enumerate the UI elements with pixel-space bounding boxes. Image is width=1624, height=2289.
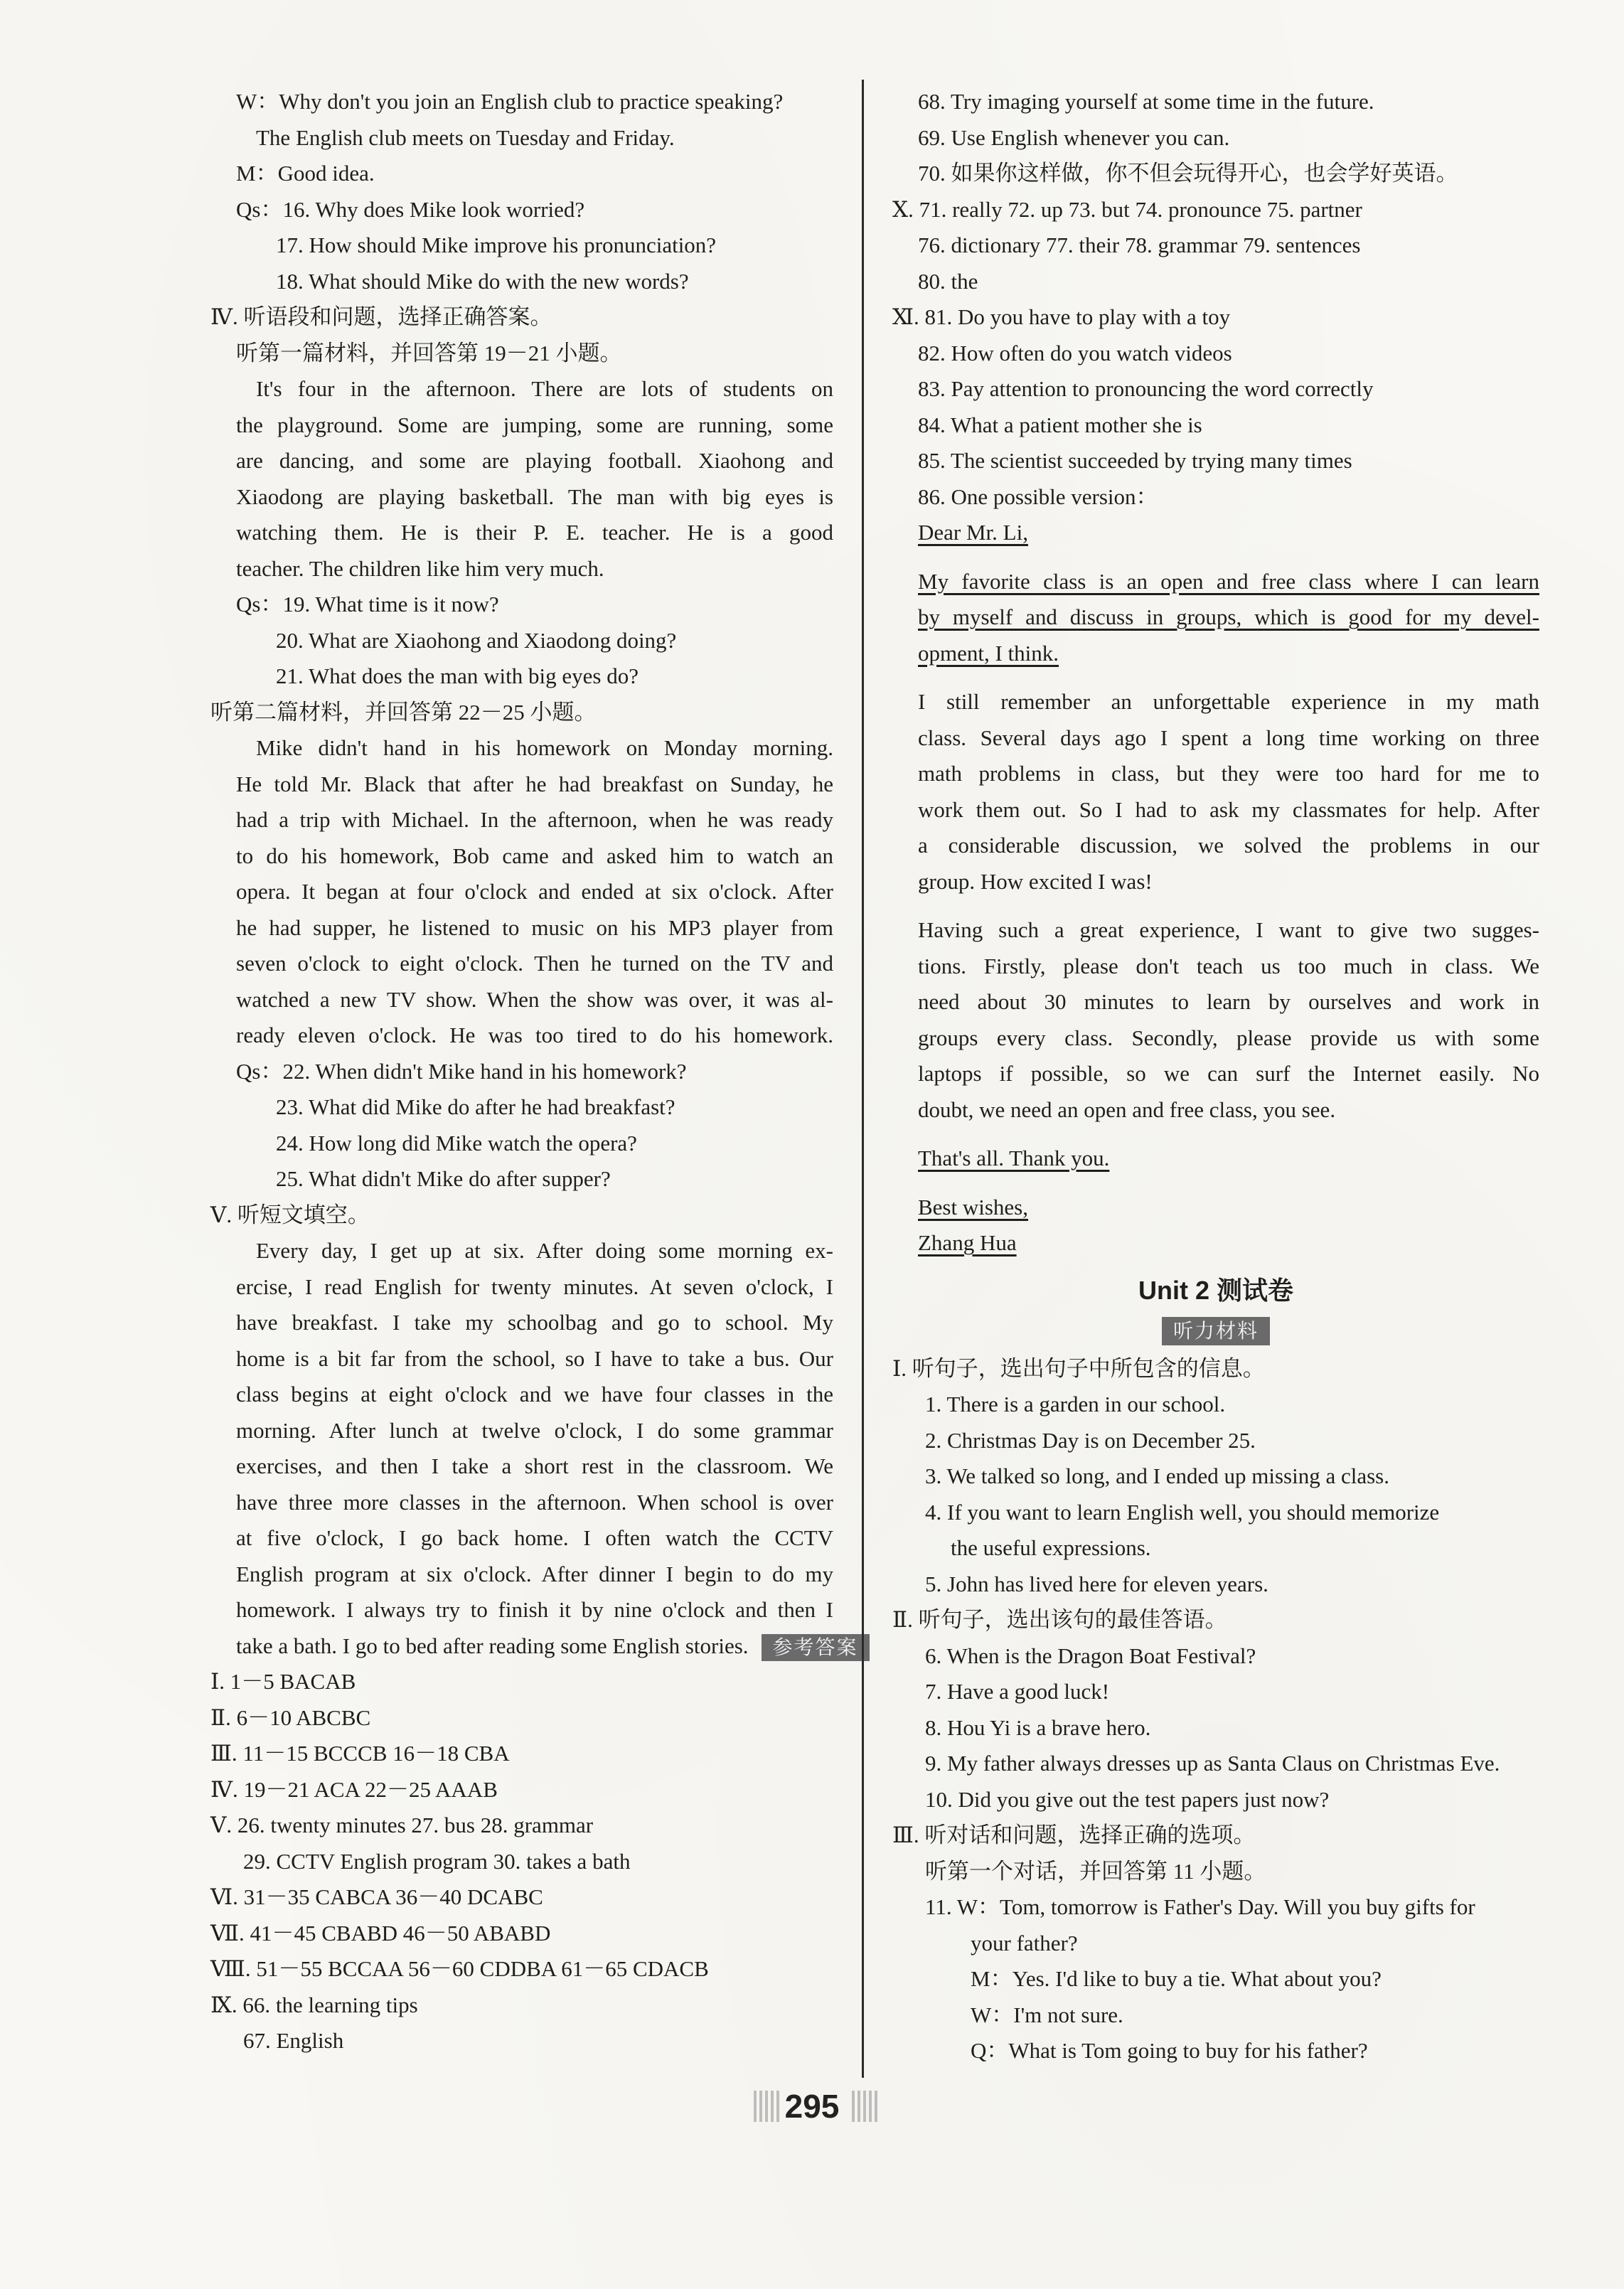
left-column-text: Ⅵ. 31－35 CABCA 36－40 DCABC (210, 1884, 543, 1909)
unit2-line (892, 1710, 1539, 1746)
left-column-line (210, 336, 833, 372)
left-column-text: seven o'clock to eight o'clock. Then he turned on the TV and (236, 951, 833, 976)
letter-line: by myself and discuss in groups, which is good for my devel- (918, 604, 1539, 629)
left-column-text: Mike didn't hand in his homework on Monday morning. (256, 735, 833, 760)
left-column-line (210, 1557, 833, 1593)
unit2-line (892, 1997, 1539, 2034)
left-column-line (210, 1305, 833, 1341)
answer-text: Ⅺ. 81. Do you have to play with a toy (892, 304, 1231, 329)
letter-line: work them out. So I had to ask my classmates for help. After (918, 796, 1539, 822)
left-column-line (210, 1951, 833, 1987)
answer-text: 82. How often do you watch videos (918, 340, 1232, 366)
left-column-line (210, 1628, 858, 1665)
letter-line: opment, I think. (918, 640, 1059, 666)
unit2-line (892, 1351, 1539, 1387)
left-column-text: English program at six o'clock. After dinner I begin to do my (236, 1561, 833, 1586)
answer-text: 84. What a patient mother she is (918, 412, 1202, 437)
unit2-text: 4. If you want to learn English well, you should memorize (925, 1499, 1440, 1525)
answer-text: 86. One possible version： (918, 484, 1158, 509)
left-column-text: had a trip with Michael. In the afternoon, when he was ready (236, 807, 833, 832)
left-column-line (210, 695, 833, 731)
left-column-line (210, 371, 833, 407)
left-column-text: 25. What didn't Mike do after supper? (276, 1166, 611, 1191)
left-column-line (210, 2023, 833, 2059)
answer-line (892, 156, 1539, 192)
left-column-line (210, 1341, 833, 1377)
left-column-line (210, 587, 833, 623)
left-column-line (210, 120, 833, 156)
letter-paragraph-1 (918, 564, 1539, 672)
left-column-line (210, 1772, 833, 1808)
left-column-line (210, 1664, 833, 1700)
left-column-text: Every day, I get up at six. After doing some morning ex- (256, 1238, 833, 1263)
left-column-line (210, 84, 833, 120)
left-column-text: Qs：22. When didn't Mike hand in his homework? (236, 1058, 687, 1084)
left-column-text: Ⅱ. 6－10 ABCBC (210, 1704, 371, 1730)
letter-signature: Zhang Hua (918, 1230, 1017, 1255)
unit2-line (892, 1674, 1539, 1710)
left-column-text: exercises, and then I take a short rest in the classroom. We (236, 1453, 833, 1478)
unit2-line (892, 1818, 1539, 1854)
left-column-text: 29. CCTV English program 30. takes a bath (243, 1848, 631, 1874)
left-column-line (210, 1844, 833, 1880)
unit2-line (892, 1495, 1539, 1531)
unit2-line (892, 2033, 1539, 2069)
left-column-text: take a bath. I go to bed after reading some English stories. (236, 1633, 749, 1658)
left-column-text: morning. After lunch at twelve o'clock, I do some grammar (236, 1417, 833, 1443)
letter-line: class. Several days ago I spent a long time working on three (918, 725, 1539, 750)
unit2-line (892, 1423, 1539, 1459)
answer-line (892, 336, 1539, 372)
left-column-line (210, 1089, 833, 1126)
answer-line (892, 299, 1539, 336)
left-column-line (210, 192, 833, 228)
left-column-text: opera. It began at four o'clock and ended at six o'clock. After (236, 879, 833, 904)
unit2-line (892, 1387, 1539, 1423)
reference-answer-tag: 参考答案 (762, 1634, 870, 1661)
letter-salutation: Dear Mr. Li, (918, 520, 1028, 545)
left-column-line (210, 1161, 833, 1197)
letter-closing-thanks: That's all. Thank you. (918, 1146, 1110, 1170)
answer-line (892, 264, 1539, 300)
listening-material-tag: 听力材料 (1162, 1317, 1270, 1345)
left-column-line (210, 443, 833, 479)
left-column-text: class begins at eight o'clock and we have four classes in the (236, 1382, 833, 1407)
page-number-decoration-right (852, 2091, 877, 2122)
left-column-line (210, 1987, 833, 2024)
left-column-line (210, 1485, 833, 1521)
answer-line (892, 371, 1539, 407)
left-column-text: M：Good idea. (236, 161, 375, 186)
left-column-text: 听第二篇材料，并回答第 22－25 小题。 (210, 699, 597, 725)
unit2-line (892, 1961, 1539, 1997)
left-column-line (210, 946, 833, 982)
unit2-line (892, 1926, 1539, 1962)
left-column (210, 84, 858, 2059)
left-column-line (210, 299, 833, 336)
unit2-text: 5. John has lived here for eleven years. (925, 1571, 1268, 1596)
left-column-text: home is a bit far from the school, so I have to take a bus. Our (236, 1345, 833, 1371)
unit2-line (892, 1458, 1539, 1495)
letter-paragraph-3 (918, 912, 1539, 1128)
left-column-line (210, 982, 833, 1018)
left-column-line (210, 228, 833, 264)
unit2-text: 6. When is the Dragon Boat Festival? (925, 1643, 1256, 1668)
answer-line (892, 479, 1539, 516)
letter-line: group. How excited I was! (918, 868, 1153, 894)
answer-text: 83. Pay attention to pronouncing the word correctly (918, 376, 1374, 401)
left-column-text: 听第一篇材料，并回答第 19－21 小题。 (236, 340, 622, 366)
unit2-text: Ⅰ. 听句子，选出句子中所包含的信息。 (892, 1355, 1265, 1381)
unit2-line (892, 1889, 1539, 1926)
left-column-text: at five o'clock, I go back home. I often watch the CCTV (236, 1525, 833, 1550)
unit2-text: 1. There is a garden in our school. (925, 1392, 1226, 1416)
left-column-text: homework. I always try to finish it by nine o'clock and then I (236, 1597, 833, 1622)
unit2-line (892, 1530, 1539, 1567)
answer-text: 76. dictionary 77. their 78. grammar 79. sentences (918, 233, 1361, 257)
left-column-line (210, 910, 833, 946)
page-number: 295 (784, 2088, 840, 2125)
unit2-text: 7. Have a good luck! (925, 1679, 1110, 1704)
left-column-text: are dancing, and some are playing football. Xiaohong and (236, 448, 833, 473)
unit2-text: Ⅲ. 听对话和问题，选择正确的选项。 (892, 1823, 1256, 1847)
answer-text: 70. 如果你这样做，你不但会玩得开心，也会学好英语。 (918, 161, 1458, 186)
left-column-text: Ⅰ. 1－5 BACAB (210, 1669, 356, 1694)
letter (892, 515, 1539, 1261)
letter-line: doubt, we need an open and free class, you see. (918, 1097, 1336, 1122)
left-column-text: 20. What are Xiaohong and Xiaodong doing? (276, 627, 677, 653)
answer-line (892, 407, 1539, 444)
left-column-line (210, 874, 833, 910)
left-column-line (210, 838, 833, 875)
left-column-text: Ⅶ. 41－45 CBABD 46－50 ABABD (210, 1920, 551, 1946)
column-divider (862, 80, 864, 2078)
answer-line (892, 443, 1539, 479)
left-column-line (210, 1736, 833, 1772)
unit2-text: 8. Hou Yi is a brave hero. (925, 1714, 1151, 1740)
letter-paragraph-2 (918, 684, 1539, 900)
left-column-text: ready eleven o'clock. He was too tired to do his homework. (236, 1023, 833, 1047)
letter-closing-wishes: Best wishes, (918, 1194, 1028, 1220)
left-column-text: Qs：19. What time is it now? (236, 592, 499, 617)
left-column-line (210, 802, 833, 838)
left-column-text: ercise, I read English for twenty minutes. At seven o'clock, I (236, 1274, 833, 1299)
left-column-text: W：Why don't you join an English club to practice speaking? (236, 89, 784, 114)
left-column-text: Ⅴ. 26. twenty minutes 27. bus 28. grammar (210, 1813, 594, 1837)
right-column (892, 84, 1539, 2069)
left-column-line (210, 1054, 833, 1090)
left-column-line (210, 1233, 833, 1269)
answer-text: 85. The scientist succeeded by trying many times (918, 448, 1352, 473)
answer-text: 69. Use English whenever you can. (918, 124, 1230, 150)
unit2-text: your father? (971, 1930, 1078, 1955)
left-column-text: 23. What did Mike do after he had breakfast? (276, 1094, 675, 1119)
left-column-text: 24. How long did Mike watch the opera? (276, 1130, 637, 1156)
left-column-line (210, 407, 833, 444)
unit2-text: 3. We talked so long, and I ended up missing a class. (925, 1463, 1389, 1488)
unit2-text: Q：What is Tom going to buy for his father? (971, 2038, 1368, 2063)
left-column-line (210, 730, 833, 767)
left-column-line (210, 658, 833, 695)
unit2-line (892, 1854, 1539, 1890)
unit2-text: 听第一个对话，并回答第 11 小题。 (925, 1858, 1266, 1884)
left-column-line (210, 264, 833, 300)
left-column-text: the playground. Some are jumping, some are running, some (236, 412, 833, 437)
letter-line: math problems in class, but they were too hard for me to (918, 761, 1539, 786)
letter-line: My favorite class is an open and free class where I can learn (918, 568, 1539, 594)
letter-line: I still remember an unforgettable experience in my math (918, 689, 1539, 714)
unit2-text: 2. Christmas Day is on December 25. (925, 1427, 1256, 1453)
left-column-text: The English club meets on Tuesday and Friday. (256, 124, 675, 150)
unit2-text: 9. My father always dresses up as Santa Claus on Christmas Eve. (925, 1751, 1500, 1776)
letter-line: a considerable discussion, we solved the problems in our (918, 833, 1539, 858)
unit2-line (892, 1638, 1539, 1675)
unit2-listening-lines (892, 1351, 1539, 2069)
left-column-text: 18. What should Mike do with the new words? (276, 268, 689, 294)
unit2-line (892, 1602, 1539, 1638)
unit2-title: Unit 2 测试卷 (1138, 1275, 1293, 1305)
letter-line: Having such a great experience, I want to give two sugges- (918, 917, 1539, 942)
left-column-line (210, 551, 833, 587)
left-column-line (210, 1520, 833, 1557)
left-column-line (210, 1197, 833, 1234)
left-column-line (210, 1448, 833, 1485)
letter-line: need about 30 minutes to learn by ourselves and work in (918, 989, 1539, 1014)
left-column-line (210, 1413, 833, 1449)
left-column-line (210, 1808, 833, 1844)
page-number-decoration-left (754, 2091, 779, 2122)
left-column-text: Ⅳ. 19－21 ACA 22－25 AAAB (210, 1776, 498, 1802)
left-column-text: Xiaodong are playing basketball. The man with big eyes is (236, 484, 833, 509)
left-column-line (210, 1269, 833, 1306)
left-column-text: 67. English (243, 2028, 344, 2053)
left-column-text: he had supper, he listened to music on his MP3 player from (236, 914, 833, 940)
left-column-text: have three more classes in the afternoon. When school is over (236, 1489, 833, 1515)
unit2-text: M：Yes. I'd like to buy a tie. What about you? (971, 1966, 1382, 1991)
left-column-line (210, 1126, 833, 1162)
answer-line (892, 84, 1539, 120)
left-column-text: 17. How should Mike improve his pronunciation? (276, 233, 717, 257)
answer-text: 80. the (918, 268, 978, 294)
left-column-text: have breakfast. I take my schoolbag and go to school. My (236, 1310, 833, 1335)
unit2-text: 11. W：Tom, tomorrow is Father's Day. Will you buy gifts for (925, 1894, 1475, 1919)
unit2-line (892, 1567, 1539, 1603)
left-column-text: Ⅳ. 听语段和问题，选择正确答案。 (210, 304, 552, 329)
left-column-text: Ⅷ. 51－55 BCCAA 56－60 CDDBA 61－65 CDACB (210, 1956, 709, 1981)
left-column-text: Qs：16. Why does Mike look worried? (236, 196, 585, 222)
left-column-line (210, 1592, 833, 1628)
left-column-text: teacher. The children like him very much. (236, 555, 604, 581)
unit2-text: Ⅱ. 听句子，选出该句的最佳答语。 (892, 1607, 1227, 1632)
letter-line: tions. Firstly, please don't teach us too much in class. We (918, 953, 1539, 978)
left-column-text: 21. What does the man with big eyes do? (276, 663, 639, 688)
left-column-line (210, 1879, 833, 1916)
unit2-line (892, 1782, 1539, 1818)
left-column-text: watching them. He is their P. E. teacher. He is a good (236, 520, 833, 545)
letter-line: groups every class. Secondly, please provide us with some (918, 1025, 1539, 1050)
left-column-line (210, 515, 833, 551)
left-column-line (210, 1916, 833, 1952)
letter-line: laptops if possible, so we can surf the Internet easily. No (918, 1061, 1539, 1086)
left-column-line (210, 623, 833, 659)
left-column-text: He told Mr. Black that after he had breakfast on Sunday, he (236, 771, 833, 796)
unit2-line (892, 1746, 1539, 1782)
left-column-text: to do his homework, Bob came and asked him to watch an (236, 843, 833, 868)
left-column-text: Ⅲ. 11－15 BCCCB 16－18 CBA (210, 1741, 510, 1766)
unit2-text: the useful expressions. (951, 1535, 1151, 1560)
unit2-text: 10. Did you give out the test papers just now? (925, 1786, 1330, 1812)
answer-line (892, 120, 1539, 156)
left-column-text: It's four in the afternoon. There are lots of students on (256, 376, 833, 401)
unit2-text: W：I'm not sure. (971, 2002, 1123, 2027)
left-column-line (210, 1700, 833, 1736)
answer-line (892, 228, 1539, 264)
left-column-line (210, 1018, 833, 1054)
left-column-line (210, 1377, 833, 1413)
left-column-text: watched a new TV show. When the show was over, it was al- (236, 986, 833, 1012)
left-column-line (210, 156, 833, 192)
left-column-line (210, 479, 833, 516)
answer-line (892, 192, 1539, 228)
answer-text: 68. Try imaging yourself at some time in the future. (918, 89, 1374, 114)
answer-text: Ⅹ. 71. really 72. up 73. but 74. pronounce 75. partner (892, 196, 1362, 222)
answer-list-continued (892, 84, 1539, 515)
left-column-text: Ⅴ. 听短文填空。 (210, 1202, 370, 1227)
left-column-line (210, 767, 833, 803)
left-column-text: Ⅸ. 66. the learning tips (210, 1992, 418, 2017)
